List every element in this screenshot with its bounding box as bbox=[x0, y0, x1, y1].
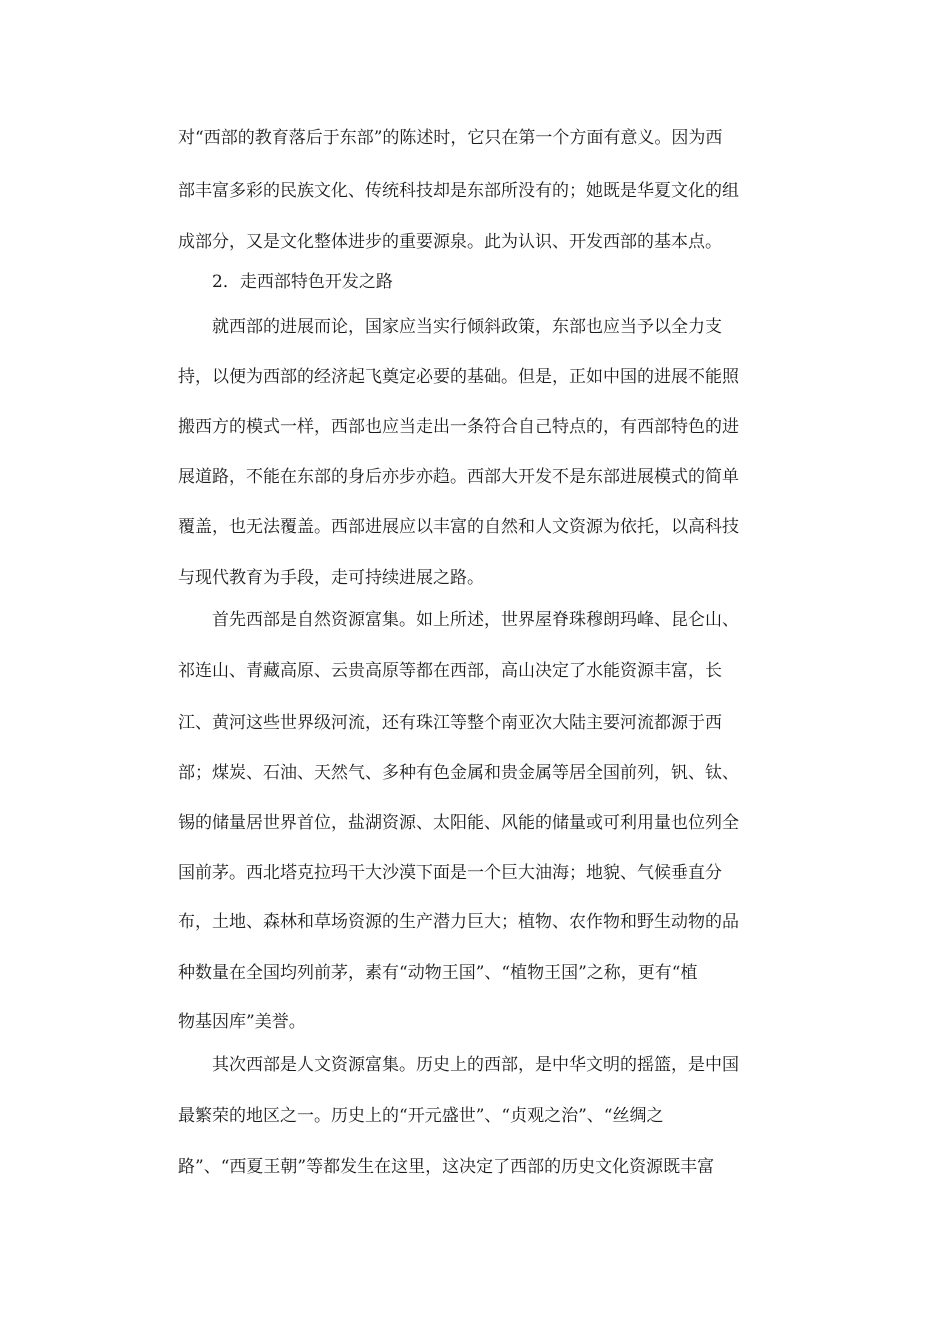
text-line: 部；煤炭、石油、天然气、多种有色金属和贵金属等居全国前列，钒、钛、 bbox=[178, 763, 739, 783]
text-line: 最繁荣的地区之一。历史上的“开元盛世”、“贞观之治”、“丝绸之 bbox=[178, 1106, 664, 1126]
text-line: 搬西方的模式一样，西部也应当走出一条符合自己特点的，有西部特色的进 bbox=[178, 417, 739, 437]
text-line: 展道路，不能在东部的身后亦步亦趋。西部大开发不是东部进展模式的简单 bbox=[178, 467, 739, 487]
text-line: 成部分，又是文化整体进步的重要源泉。此为认识、开发西部的基本点。 bbox=[178, 232, 722, 252]
text-line: 国前茅。西北塔克拉玛干大沙漠下面是一个巨大油海；地貌、气候垂直分 bbox=[178, 863, 722, 883]
text-line: 覆盖，也无法覆盖。西部进展应以丰富的自然和人文资源为依托，以高科技 bbox=[178, 517, 739, 537]
text-line: 江、黄河这些世界级河流，还有珠江等整个南亚次大陆主要河流都源于西 bbox=[178, 713, 722, 733]
text-line: 就西部的进展而论，国家应当实行倾斜政策，东部也应当予以全力支 bbox=[212, 317, 722, 337]
text-line: 锡的储量居世界首位，盐湖资源、太阳能、风能的储量或可利用量也位列全 bbox=[178, 813, 739, 833]
text-line: 路”、“西夏王朝”等都发生在这里，这决定了西部的历史文化资源既丰富 bbox=[178, 1157, 715, 1177]
text-line: 布，土地、森林和草场资源的生产潜力巨大；植物、农作物和野生动物的品 bbox=[178, 912, 739, 932]
text-line: 种数量在全国均列前茅，素有“动物王国”、“植物王国”之称，更有“植 bbox=[178, 963, 698, 983]
text-line: 首先西部是自然资源富集。如上所述，世界屋脊珠穆朗玛峰、昆仑山、 bbox=[212, 610, 739, 630]
text-line: 部丰富多彩的民族文化、传统科技却是东部所没有的；她既是华夏文化的组 bbox=[178, 181, 739, 201]
text-line: 物基因库”美誉。 bbox=[178, 1012, 306, 1032]
text-line: 其次西部是人文资源富集。历史上的西部，是中华文明的摇篮，是中国 bbox=[212, 1055, 739, 1075]
text-line: 与现代教育为手段，走可持续进展之路。 bbox=[178, 568, 484, 588]
text-line: 持，以便为西部的经济起飞奠定必要的基础。但是，正如中国的进展不能照 bbox=[178, 367, 739, 387]
text-line: 对“西部的教育落后于东部”的陈述时，它只在第一个方面有意义。因为西 bbox=[178, 128, 723, 148]
section-heading: 2．走西部特色开发之路 bbox=[212, 272, 393, 292]
text-line: 祁连山、青藏高原、云贵高原等都在西部，高山决定了水能资源丰富，长 bbox=[178, 661, 722, 681]
